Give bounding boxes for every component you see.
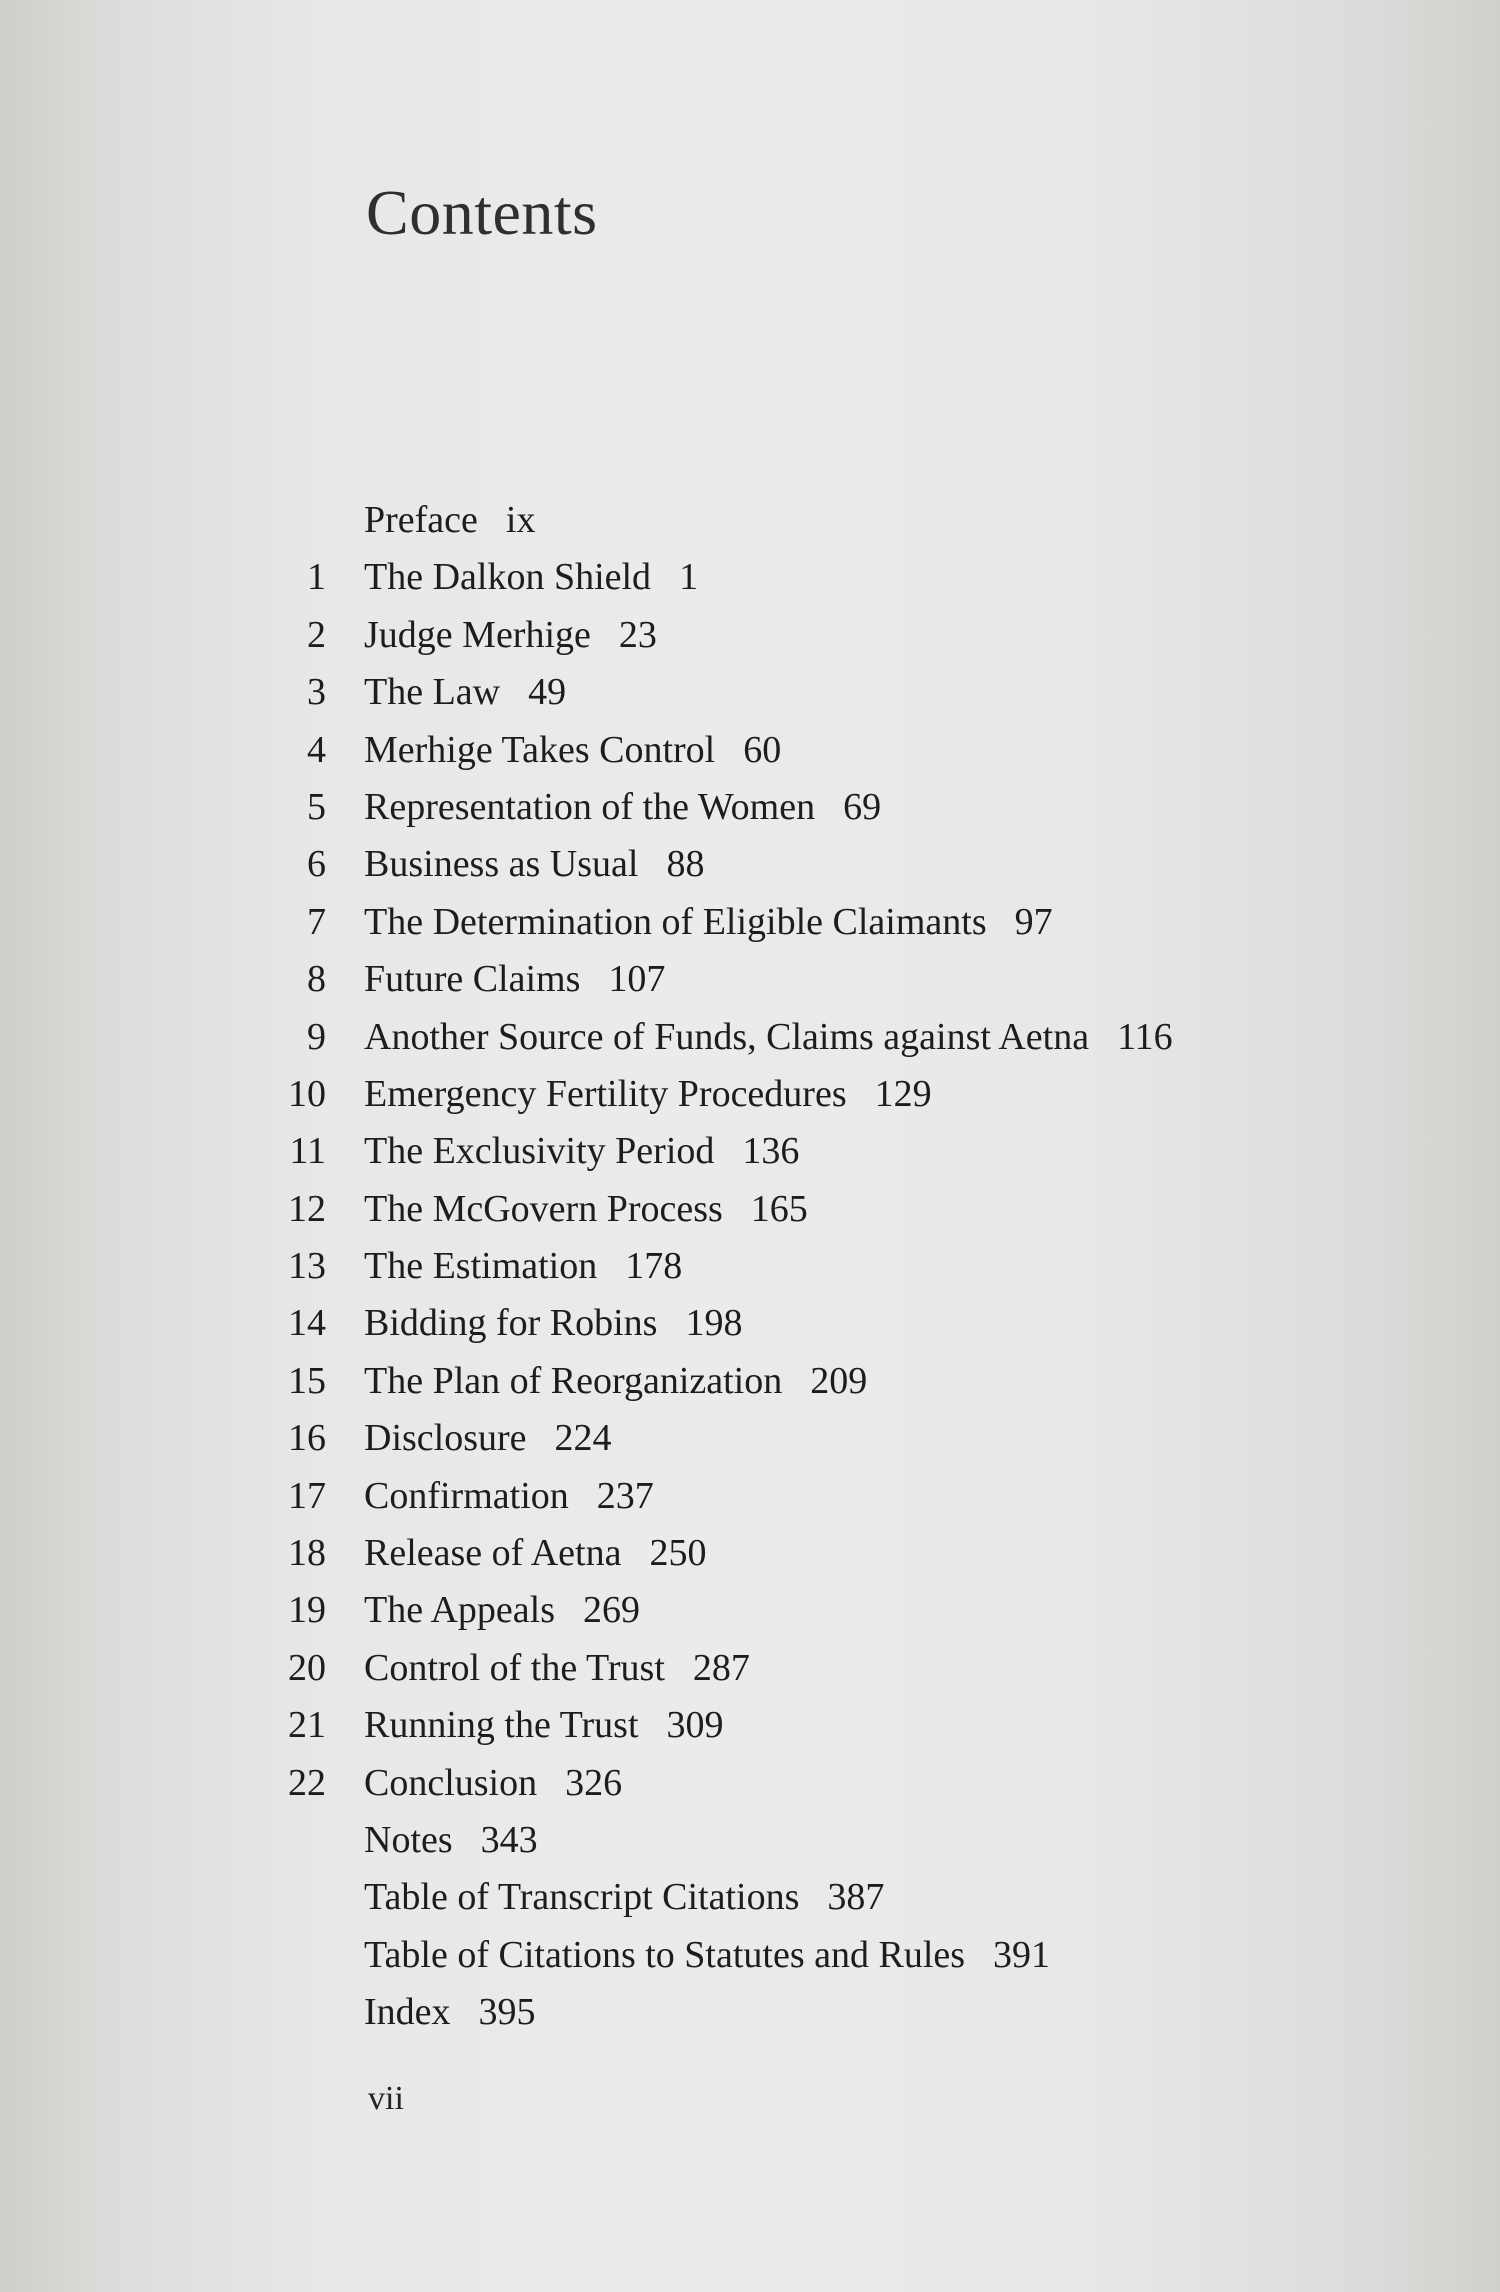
- entry-title: Emergency Fertility Procedures: [364, 1072, 847, 1115]
- entry-title-line: [364, 1984, 536, 2041]
- toc-entry: [0, 1181, 1500, 1238]
- entry-page-number: 23: [618, 613, 657, 656]
- entry-title-line: [364, 1238, 682, 1295]
- entry-page-number: 387: [827, 1876, 885, 1919]
- entry-title: Index: [364, 1991, 451, 2034]
- chapter-number: 18: [288, 1532, 326, 1575]
- entry-page-number: 209: [810, 1359, 868, 1402]
- toc-entry: [0, 1927, 1500, 1984]
- chapter-number: 14: [288, 1302, 326, 1345]
- entry-page-number: 97: [1014, 900, 1053, 943]
- toc-entry: [0, 1410, 1500, 1467]
- entry-title: The Plan of Reorganization: [364, 1359, 783, 1402]
- entry-title: The Dalkon Shield: [364, 556, 652, 599]
- chapter-number: 3: [307, 671, 326, 714]
- chapter-number: 19: [288, 1589, 326, 1632]
- toc-entry: [0, 664, 1500, 721]
- entry-title-line: [364, 1295, 742, 1352]
- chapter-number: 4: [307, 728, 326, 771]
- entry-page-number: 136: [742, 1130, 800, 1173]
- entry-page-number: 224: [554, 1417, 612, 1460]
- entry-page-number: 129: [874, 1072, 932, 1115]
- chapter-number: 2: [307, 613, 326, 656]
- entry-page-number: 250: [649, 1532, 707, 1575]
- entry-title-line: [364, 664, 566, 721]
- entry-title-line: [364, 492, 535, 549]
- entry-title-line: [364, 1640, 750, 1697]
- entry-title: Conclusion: [364, 1761, 538, 1804]
- toc-entry: [0, 779, 1500, 836]
- entry-page-number: 309: [666, 1704, 724, 1747]
- entry-title-line: [364, 779, 881, 836]
- entry-title-line: [364, 1123, 799, 1180]
- entry-title: Future Claims: [364, 958, 581, 1001]
- entry-title-line: [364, 1410, 612, 1467]
- entry-page-number: 198: [685, 1302, 743, 1345]
- entry-title-line: [364, 836, 704, 893]
- entry-title-line: [364, 1468, 654, 1525]
- entry-page-number: 60: [743, 728, 782, 771]
- entry-page-number: 343: [480, 1818, 538, 1861]
- entry-title: The Law: [364, 671, 501, 714]
- toc-entry: [0, 1697, 1500, 1754]
- toc-entry: [0, 1984, 1500, 2041]
- entry-title: Notes: [364, 1818, 453, 1861]
- toc-entry: [0, 1353, 1500, 1410]
- chapter-number: 11: [289, 1130, 326, 1173]
- entry-title: The McGovern Process: [364, 1187, 723, 1230]
- toc-entry: [0, 894, 1500, 951]
- entry-title: Bidding for Robins: [364, 1302, 658, 1345]
- entry-title-line: [364, 1869, 884, 1926]
- entry-title: The Estimation: [364, 1245, 598, 1288]
- entry-title-line: [364, 1525, 706, 1582]
- chapter-number: 21: [288, 1704, 326, 1747]
- entry-page-number: 49: [528, 671, 567, 714]
- table-of-contents: [0, 492, 1500, 2042]
- page-number: vii: [368, 2080, 404, 2117]
- entry-title: Table of Transcript Citations: [364, 1876, 800, 1919]
- chapter-number: 6: [307, 843, 326, 886]
- entry-page-number: 88: [666, 843, 705, 886]
- entry-title-line: [364, 1697, 724, 1754]
- entry-page-number: 237: [596, 1474, 654, 1517]
- entry-page-number: 287: [692, 1646, 750, 1689]
- entry-title: The Determination of Eligible Claimants: [364, 900, 987, 943]
- chapter-number: 8: [307, 958, 326, 1001]
- entry-page-number: 326: [565, 1761, 623, 1804]
- entry-title-line: [364, 1927, 1050, 1984]
- entry-title: Release of Aetna: [364, 1532, 622, 1575]
- entry-title: Preface: [364, 499, 478, 541]
- chapter-number: 12: [288, 1187, 326, 1230]
- toc-entry: [0, 1755, 1500, 1812]
- toc-entry: [0, 1295, 1500, 1352]
- entry-title-line: [364, 549, 698, 606]
- chapter-number: 22: [288, 1761, 326, 1804]
- chapter-number: 1: [307, 556, 326, 599]
- toc-entry: [0, 1238, 1500, 1295]
- entry-title: Disclosure: [364, 1417, 527, 1460]
- page-title: Contents: [366, 177, 598, 248]
- entry-title: Merhige Takes Control: [364, 728, 716, 771]
- toc-entry: [0, 492, 1500, 549]
- entry-title-line: [364, 1066, 932, 1123]
- toc-entry: [0, 549, 1500, 606]
- entry-title: The Exclusivity Period: [364, 1130, 715, 1173]
- entry-title-line: [364, 607, 657, 664]
- entry-page-number: 178: [625, 1245, 683, 1288]
- entry-page-number: 116: [1117, 1015, 1173, 1058]
- entry-title: Business as Usual: [364, 843, 639, 886]
- entry-page-number: 69: [843, 785, 882, 828]
- chapter-number: 17: [288, 1474, 326, 1517]
- entry-title-line: [364, 722, 781, 779]
- toc-entry: [0, 1582, 1500, 1639]
- chapter-number: 7: [307, 900, 326, 943]
- entry-title-line: [364, 1812, 538, 1869]
- chapter-number: 9: [307, 1015, 326, 1058]
- entry-page-number: 395: [478, 1991, 536, 2034]
- chapter-number: 20: [288, 1646, 326, 1689]
- entry-page-number: 269: [583, 1589, 641, 1632]
- chapter-number: 10: [288, 1072, 326, 1115]
- entry-title-line: [364, 1181, 808, 1238]
- entry-title-line: [364, 1582, 640, 1639]
- toc-entry: [0, 607, 1500, 664]
- entry-page-number: 391: [993, 1933, 1051, 1976]
- entry-page-number: ix: [505, 499, 536, 541]
- entry-page-number: 1: [679, 556, 699, 599]
- entry-title-line: [364, 1755, 622, 1812]
- chapter-number: 15: [288, 1359, 326, 1402]
- toc-entry: [0, 1066, 1500, 1123]
- entry-title: Control of the Trust: [364, 1646, 665, 1689]
- entry-title: Representation of the Women: [364, 785, 816, 828]
- toc-entry: [0, 836, 1500, 893]
- entry-title-line: [364, 894, 1053, 951]
- entry-title: Confirmation: [364, 1474, 569, 1517]
- toc-entry: [0, 1123, 1500, 1180]
- toc-entry: [0, 1640, 1500, 1697]
- entry-title-line: [364, 951, 665, 1008]
- chapter-number: 16: [288, 1417, 326, 1460]
- toc-entry: [0, 722, 1500, 779]
- toc-entry: [0, 1812, 1500, 1869]
- chapter-number: 5: [307, 785, 326, 828]
- toc-entry: [0, 1009, 1500, 1066]
- entry-page-number: 165: [750, 1187, 808, 1230]
- chapter-number: 13: [288, 1245, 326, 1288]
- entry-page-number: 107: [608, 958, 666, 1001]
- toc-entry: [0, 951, 1500, 1008]
- entry-title: Judge Merhige: [364, 613, 591, 656]
- entry-title-line: [364, 1353, 867, 1410]
- entry-title-line: [364, 1009, 1173, 1066]
- toc-entry: [0, 1468, 1500, 1525]
- toc-entry: [0, 1525, 1500, 1582]
- entry-title: The Appeals: [364, 1589, 556, 1632]
- entry-title: Running the Trust: [364, 1704, 639, 1747]
- entry-title: Another Source of Funds, Claims against Aetna: [364, 1015, 1090, 1058]
- entry-title: Table of Citations to Statutes and Rules: [364, 1933, 966, 1976]
- toc-entry: [0, 1869, 1500, 1926]
